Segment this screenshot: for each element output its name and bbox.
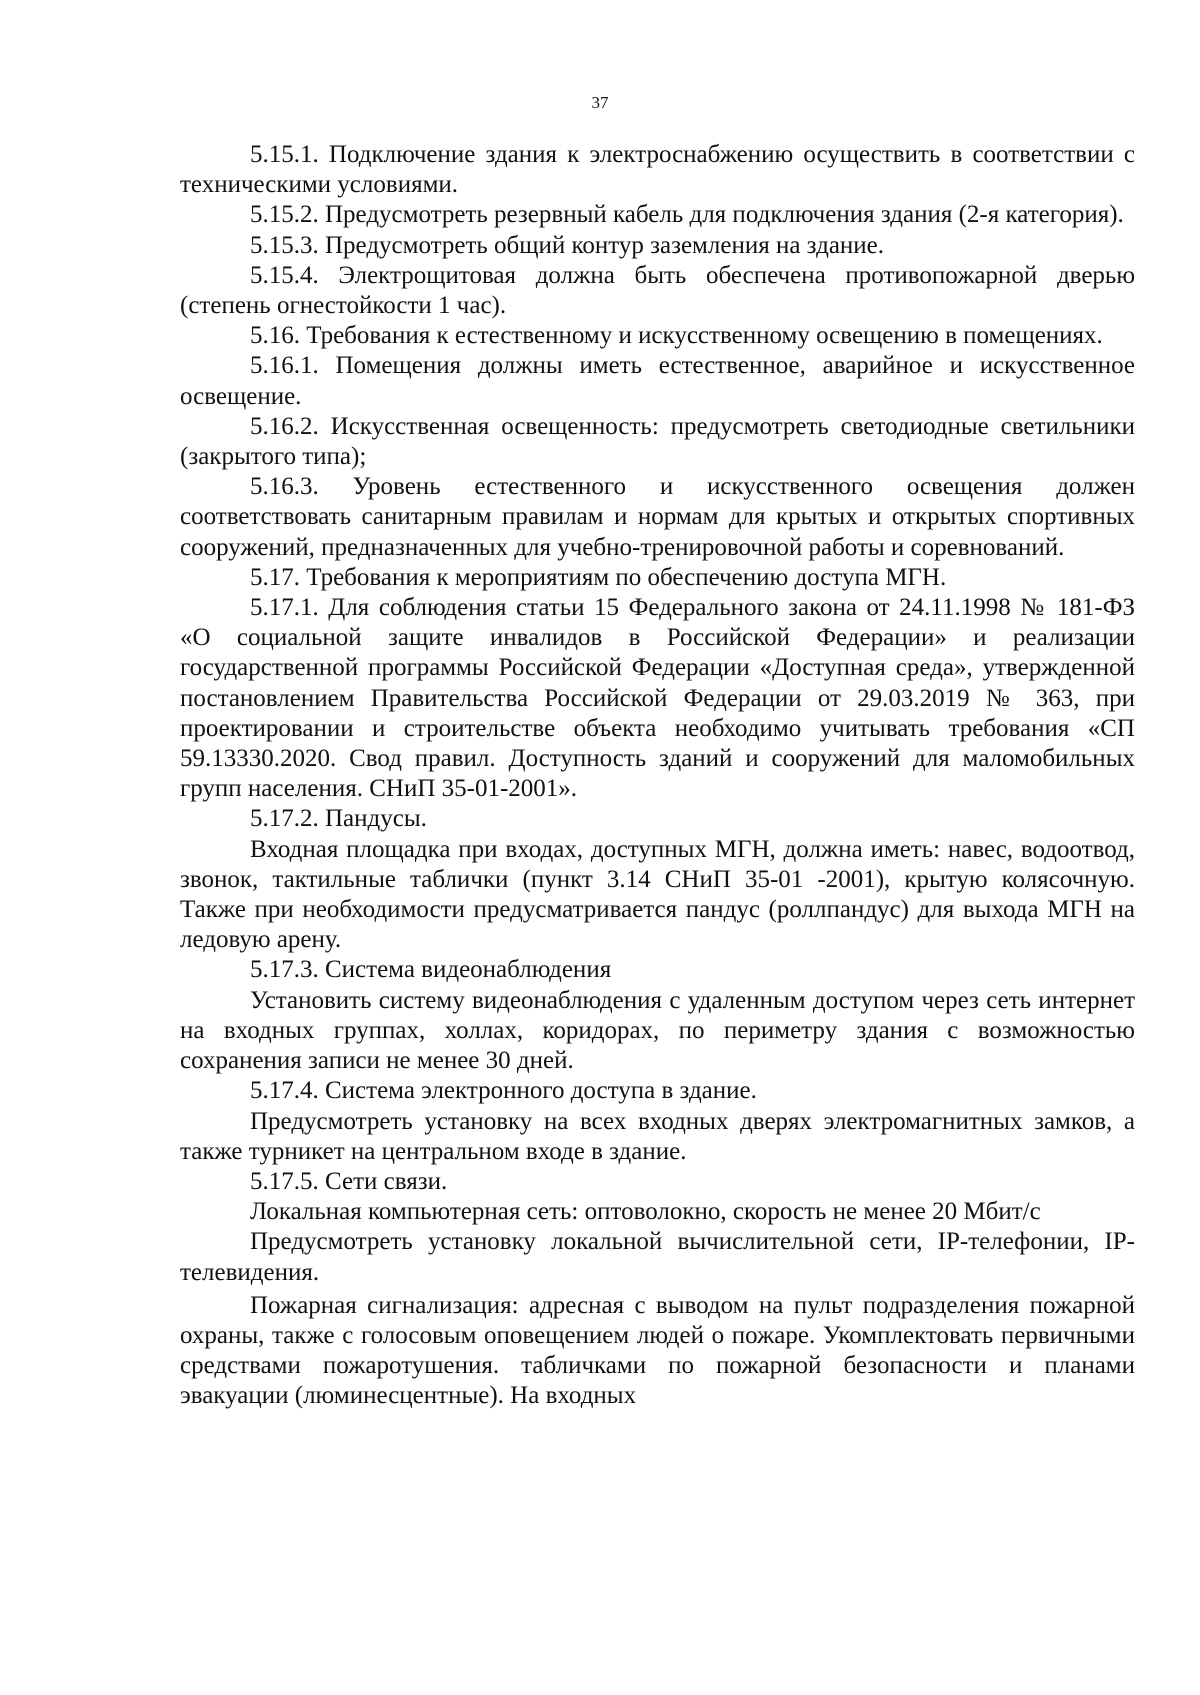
paragraph-5-17-2-heading: 5.17.2. Пандусы. (250, 805, 427, 833)
paragraph-video-surveillance-text: Установить систему видеонаблюдения с удаленным доступом через сеть интернет на входных группах, холлах, коридорах, по периметру здания с возможностью сохранения записи не менее 30 дней. (180, 986, 1135, 1075)
paragraph-lan-text: Локальная компьютерная сеть: оптоволокно, скорость не менее 20 Мбит/с (250, 1198, 1041, 1226)
paragraph-5-16: 5.16. Требования к естественному и искусственному освещению в помещениях. (250, 322, 1103, 350)
paragraph-5-15-1: 5.15.1. Подключение здания к электроснабжению осуществить в соответствии с техническими условиями. (180, 141, 1135, 199)
paragraph-5-15-2: 5.15.2. Предусмотреть резервный кабель для подключения здания (2-я категория). (250, 201, 1124, 229)
paragraph-ramps-text: Входная площадка при входах, доступных МГН, должна иметь: навес, водоотвод, звонок, тактильные таблички (пункт 3.14 СНиП 35-01 -2001), крытую колясочную. Также при необходимости предусматривается пандус (роллпандус) для выхода МГН на ледовую арену. (180, 835, 1135, 954)
paragraph-access-control-text: Предусмотреть установку на всех входных дверях электромагнитных замков, а также турникет на центральном входе в здание. (180, 1107, 1135, 1165)
paragraph-5-15-4: 5.15.4. Электрощитовая должна быть обеспечена противопожарной дверью (степень огнестойкости 1 час). (180, 261, 1135, 320)
paragraph-5-16-1: 5.16.1. Помещения должны иметь естественное, аварийное и искусственное освещение. (180, 352, 1135, 410)
page-number: 37 (591, 93, 609, 112)
paragraph-fire-alarm-text: Пожарная сигнализация: адресная с выводом на пульт подразделения пожарной охраны, также с голосовым оповещением людей о пожаре. Укомплектовать первичными средствами пожаротушения. табличками по пожарной безопасности и планами эвакуации (люминесцентные). На входных (180, 1291, 1135, 1410)
paragraph-5-17-5-heading: 5.17.5. Сети связи. (250, 1167, 448, 1195)
paragraph-5-17: 5.17. Требования к мероприятиям по обеспечению доступа МГН. (250, 563, 947, 591)
paragraph-5-16-2: 5.16.2. Искусственная освещенность: предусмотреть светодиодные светильники (закрытого типа); (180, 412, 1135, 471)
paragraph-5-17-1: 5.17.1. Для соблюдения статьи 15 Федерального закона от 24.11.1998 № 181-ФЗ «О социальной защите инвалидов в Российской Федерации» и реализации государственной программы Российской Федерации «Доступная среда», утвержденной постановлением Правительства Российской Федерации от 29.03.2019 № 363, при проектировании и строительстве объекта необходимо учитывать требования «СП 59.13330.2020. Свод правил. Доступность зданий и сооружений для маломобильных групп населения. СНиП 35-01-2001». (180, 594, 1135, 803)
paragraph-5-17-3-heading: 5.17.3. Система видеонаблюдения (250, 956, 612, 984)
document-body (180, 140, 1135, 1412)
paragraph-5-15-3: 5.15.3. Предусмотреть общий контур заземления на здание. (250, 231, 885, 259)
paragraph-5-17-4-heading: 5.17.4. Система электронного доступа в здание. (250, 1077, 757, 1105)
paragraph-ip-network-text: Предусмотреть установку локальной вычислительной сети, IP-телефонии, IP-телевидения. (180, 1228, 1135, 1286)
paragraph-5-16-3: 5.16.3. Уровень естественного и искусственного освещения должен соответствовать санитарным правилам и нормам для крытых и открытых спортивных сооружений, предназначенных для учебно-тренировочной работы и соревнований. (180, 473, 1135, 561)
